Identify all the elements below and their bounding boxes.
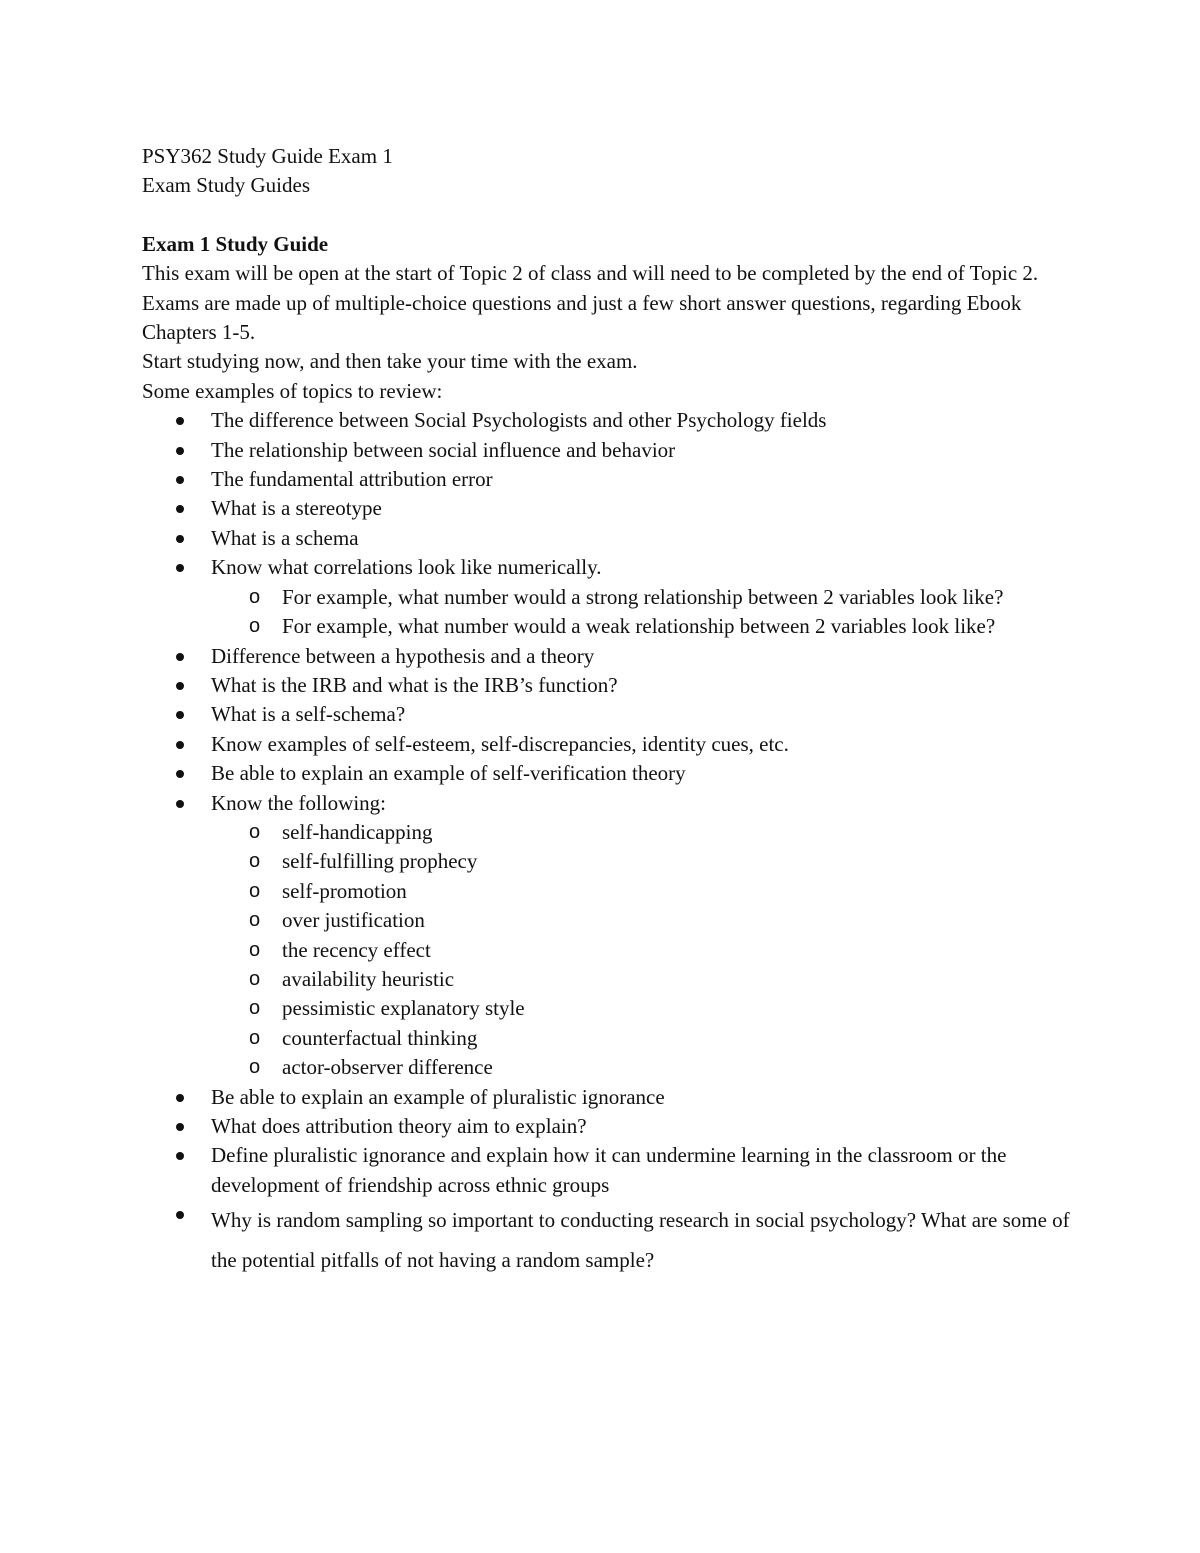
intro-paragraph: This exam will be open at the start of Topic 2 of class and will need to be completed by the end of Topic 2. (142, 261, 1039, 286)
sub-list-item: o pessimistic explanatory style (142, 994, 1072, 1023)
list-item: The difference between Social Psychologists and other Psychology fields (142, 406, 1072, 435)
topic-list (142, 406, 1072, 1280)
list-item: Difference between a hypothesis and a theory (142, 642, 1072, 671)
sub-list-item: o self-handicapping (142, 818, 1072, 847)
category-label: Exam Study Guides (142, 173, 310, 198)
section-heading: Exam 1 Study Guide (142, 231, 329, 256)
intro-paragraph: Start studying now, and then take your time with the exam. (142, 349, 638, 374)
sub-list-item: o self-promotion (142, 877, 1072, 906)
sub-list-item: o self-fulfilling prophecy (142, 847, 1072, 876)
sub-list-item: o the recency effect (142, 936, 1072, 965)
intro-paragraph: Some examples of topics to review: (142, 378, 443, 403)
spacer (142, 201, 1072, 230)
list-item: What is a self-schema? (142, 700, 1072, 729)
sub-list-item: o over justification (142, 906, 1072, 935)
sub-list-item: o actor-observer difference (142, 1053, 1072, 1082)
list-item: The relationship between social influence and behavior (142, 436, 1072, 465)
intro-paragraph: Exams are made up of multiple-choice questions and just a few short answer questions, regarding Ebook Chapters 1-5. (142, 290, 1022, 345)
list-item: Be able to explain an example of pluralistic ignorance (142, 1083, 1072, 1112)
sub-list-item: o For example, what number would a strong relationship between 2 variables look like? (142, 583, 1072, 612)
course-title: PSY362 Study Guide Exam 1 (142, 144, 393, 168)
list-item: What is a schema (142, 524, 1072, 553)
list-item: Know examples of self-esteem, self-discrepancies, identity cues, etc. (142, 730, 1072, 759)
list-item: Define pluralistic ignorance and explain how it can undermine learning in the classroom or the development of friendship across ethnic groups (142, 1141, 1072, 1200)
sub-list-item: o For example, what number would a weak relationship between 2 variables look like? (142, 612, 1072, 641)
list-item: Be able to explain an example of self-verification theory (142, 759, 1072, 788)
list-item: The fundamental attribution error (142, 465, 1072, 494)
list-item: Know the following: (142, 789, 1072, 818)
sub-list-item: o availability heuristic (142, 965, 1072, 994)
list-item: Know what correlations look like numerically. (142, 553, 1072, 582)
sub-list-item: o counterfactual thinking (142, 1024, 1072, 1053)
list-item: What does attribution theory aim to explain? (142, 1112, 1072, 1141)
list-item: What is a stereotype (142, 494, 1072, 523)
list-item: What is the IRB and what is the IRB’s function? (142, 671, 1072, 700)
list-item: Why is random sampling so important to conducting research in social psychology? What are some of the potential pitfalls of not having a random sample? (142, 1200, 1072, 1280)
document-page (142, 142, 1072, 1280)
